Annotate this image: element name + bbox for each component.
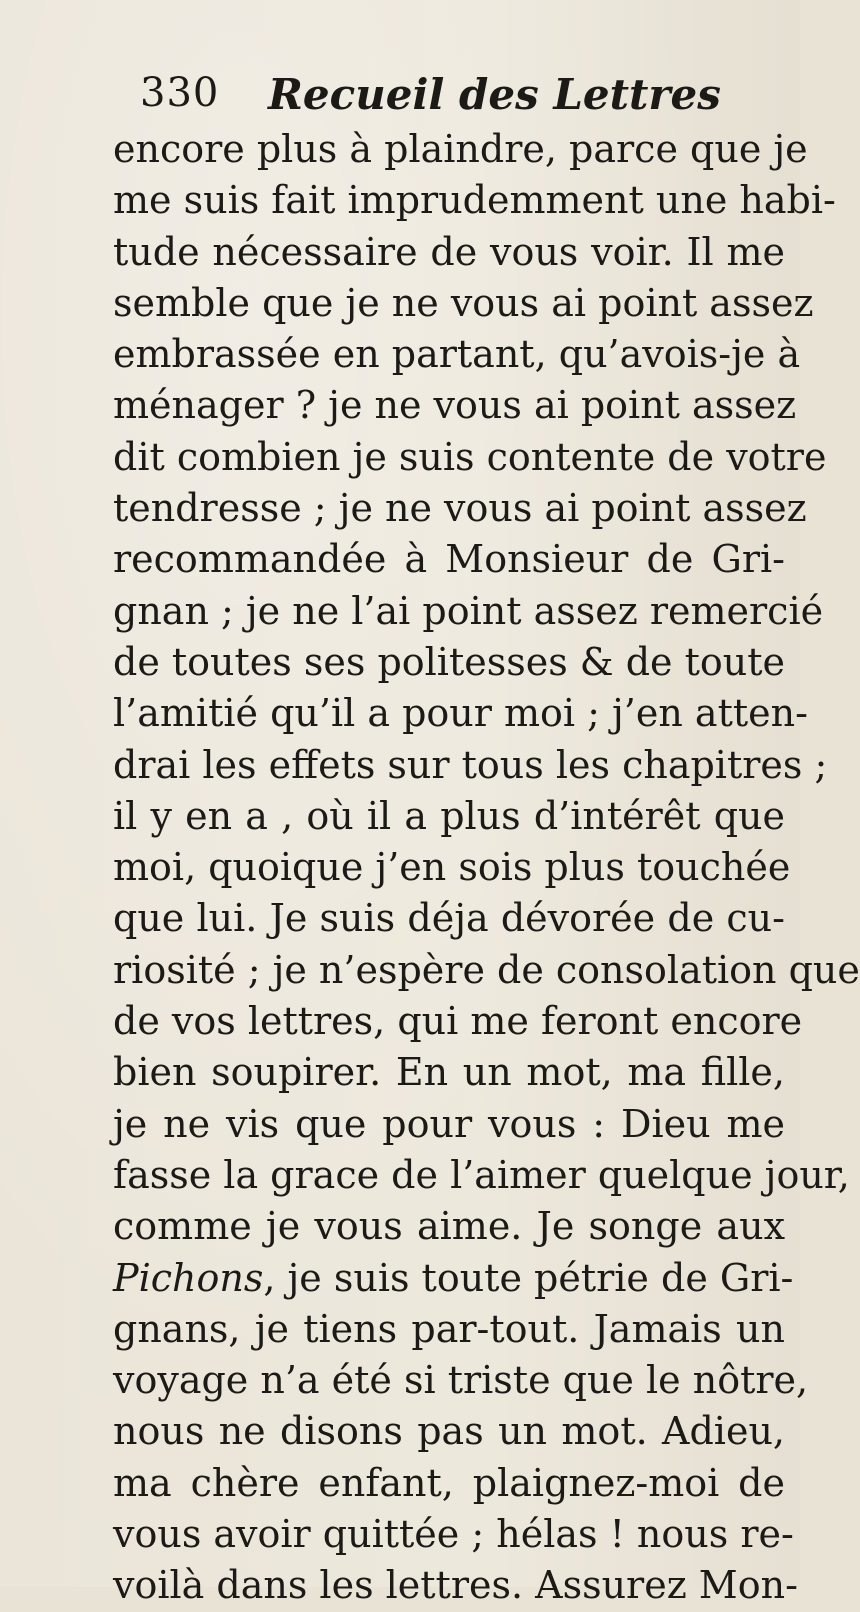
- page-number: 330: [140, 70, 220, 116]
- text-line: gnan ; je ne l’ai point assez remercié: [113, 588, 824, 633]
- text-line: ménager ? je ne vous ai point assez: [113, 383, 797, 428]
- italic-word: Pichons: [113, 1255, 264, 1300]
- text-line: tendresse ; je ne vous ai point assez: [113, 486, 807, 531]
- text-line: comme je vous aime. Je songe aux: [113, 1204, 785, 1249]
- text-line: me suis fait imprudemment une habi-: [113, 178, 836, 223]
- text-line: dit combien je suis contente de votre: [113, 434, 827, 479]
- text-line: Pichons, je suis toute pétrie de Gri-: [113, 1255, 794, 1300]
- text-line: embrassée en partant, qu’avois-je à: [113, 332, 801, 377]
- text-line: moi, quoique j’en sois plus touchée: [113, 845, 791, 890]
- text-line: recommandée à Monsieur de Gri-: [113, 537, 785, 582]
- running-title: Recueil des Lettres: [268, 70, 721, 119]
- text-line: nous ne disons pas un mot. Adieu,: [113, 1409, 785, 1454]
- text-line: il y en a , où il a plus d’intérêt que: [113, 793, 785, 838]
- text-line: fasse la grace de l’aimer quelque jour,: [113, 1152, 850, 1197]
- text-line: ma chère enfant, plaignez-moi de: [113, 1460, 785, 1505]
- text-line: je ne vis que pour vous : Dieu me: [113, 1101, 785, 1146]
- page-header: [140, 70, 721, 120]
- letter-text: [113, 124, 860, 1612]
- text-line: gnans, je tiens par-tout. Jamais un: [113, 1306, 785, 1351]
- text-line: vous avoir quittée ; hélas ! nous re-: [113, 1512, 794, 1557]
- text-line: voilà dans les lettres. Assurez Mon-: [113, 1563, 798, 1608]
- text-line: de vos lettres, qui me feront encore: [113, 999, 803, 1044]
- text-line: l’amitié qu’il a pour moi ; j’en atten-: [113, 691, 808, 736]
- text-line: de toutes ses politesses & de toute: [113, 639, 785, 684]
- text-line: semble que je ne vous ai point assez: [113, 280, 814, 325]
- text-line: drai les effets sur tous les chapitres ;: [113, 742, 828, 787]
- text-line: riosité ; je n’espère de consolation que: [113, 947, 860, 992]
- text-line: que lui. Je suis déja dévorée de cu-: [113, 896, 785, 941]
- text-line: encore plus à plaindre, parce que je: [113, 127, 808, 171]
- text-line: voyage n’a été si triste que le nôtre,: [113, 1358, 809, 1403]
- text-line: bien soupirer. En un mot, ma fille,: [113, 1050, 785, 1095]
- text-line: tude nécessaire de vous voir. Il me: [113, 229, 785, 274]
